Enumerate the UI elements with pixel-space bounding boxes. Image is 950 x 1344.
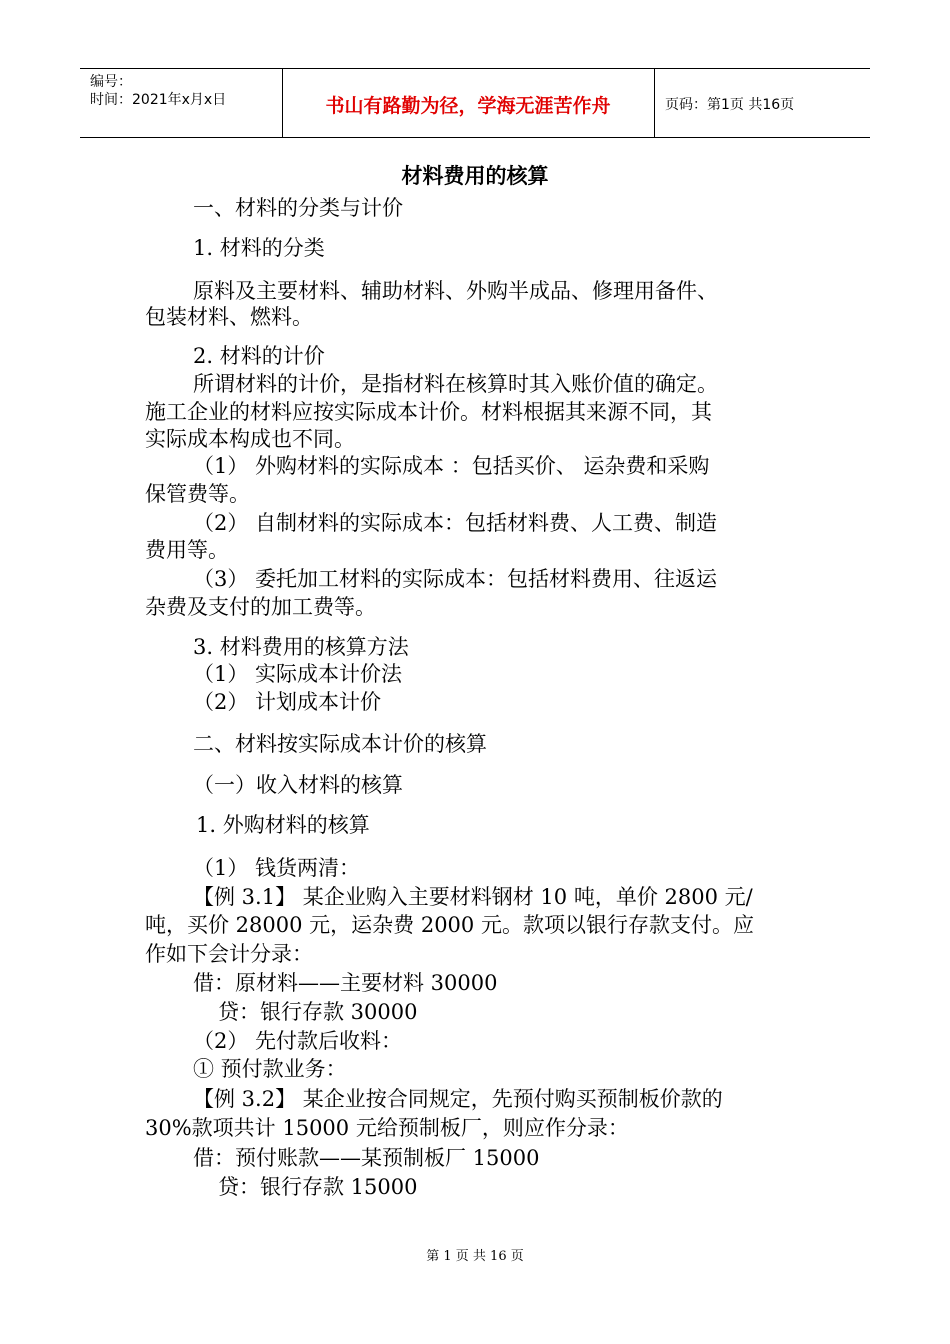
subsection-heading: 3. 材料费用的核算方法 xyxy=(193,635,409,659)
subsection-heading: 1. 外购材料的核算 xyxy=(196,813,370,837)
section-heading: 一、材料的分类与计价 xyxy=(193,196,403,220)
list-item: （1） 实际成本计价法 xyxy=(193,662,403,686)
journal-entry-debit: 借：原材料——主要材料 30000 xyxy=(193,971,498,995)
header-divider xyxy=(654,69,655,137)
header-number-label: 编号： xyxy=(90,74,132,90)
section-heading: 二、材料按实际成本计价的核算 xyxy=(193,732,487,756)
paragraph-line: 实际成本构成也不同。 xyxy=(145,427,355,451)
header-left-cell xyxy=(90,73,226,109)
header-time-label: 时间：2021年x月x日 xyxy=(90,92,227,108)
page-footer: 第 1 页 共 16 页 xyxy=(426,1249,524,1264)
paragraph-line: 费用等。 xyxy=(145,538,229,562)
document-header-table xyxy=(80,68,870,138)
journal-entry-credit: 贷：银行存款 30000 xyxy=(218,1000,418,1024)
subsection-heading: 1. 材料的分类 xyxy=(193,236,325,260)
list-item: ① 预付款业务： xyxy=(193,1057,347,1081)
document-title: 材料费用的核算 xyxy=(401,164,549,188)
list-item: （1） 钱货两清： xyxy=(193,856,361,880)
list-item: （2） 先付款后收料： xyxy=(193,1029,403,1053)
header-page-info: 页码：第1页 共16页 xyxy=(665,97,795,113)
paragraph-line: 保管费等。 xyxy=(145,482,250,506)
list-item: （2） 自制材料的实际成本：包括材料费、人工费、制造 xyxy=(193,511,718,535)
example-line: 【例 3.1】 某企业购入主要材料钢材 10 吨，单价 2800 元/ xyxy=(193,885,753,909)
paragraph-line: 杂费及支付的加工费等。 xyxy=(145,595,376,619)
header-motto: 书山有路勤为径，学海无涯苦作舟 xyxy=(325,95,611,117)
paragraph-line: 施工企业的材料应按实际成本计价。材料根据其来源不同，其 xyxy=(145,400,712,424)
subsection-heading: （一）收入材料的核算 xyxy=(193,773,403,797)
list-item: （1） 外购材料的实际成本 ：包括买价、 运杂费和采购 xyxy=(193,454,710,478)
paragraph-line: 作如下会计分录： xyxy=(145,942,313,966)
paragraph-line: 30%款项共计 15000 元给预制板厂，则应作分录： xyxy=(145,1116,629,1140)
journal-entry-debit: 借：预付账款——某预制板厂 15000 xyxy=(193,1146,540,1170)
subsection-heading: 2. 材料的计价 xyxy=(193,344,325,368)
paragraph-line: 吨，买价 28000 元，运杂费 2000 元。款项以银行存款支付。应 xyxy=(145,913,754,937)
paragraph-line: 所谓材料的计价，是指材料在核算时其入账价值的确定。 xyxy=(193,372,718,396)
list-item: （2） 计划成本计价 xyxy=(193,690,382,714)
journal-entry-credit: 贷：银行存款 15000 xyxy=(218,1175,418,1199)
paragraph-line: 原料及主要材料、辅助材料、外购半成品、修理用备件、 xyxy=(193,279,718,303)
example-line: 【例 3.2】 某企业按合同规定，先预付购买预制板价款的 xyxy=(193,1087,723,1111)
paragraph-line: 包装材料、燃料。 xyxy=(145,305,313,329)
list-item: （3） 委托加工材料的实际成本：包括材料费用、往返运 xyxy=(193,567,718,591)
